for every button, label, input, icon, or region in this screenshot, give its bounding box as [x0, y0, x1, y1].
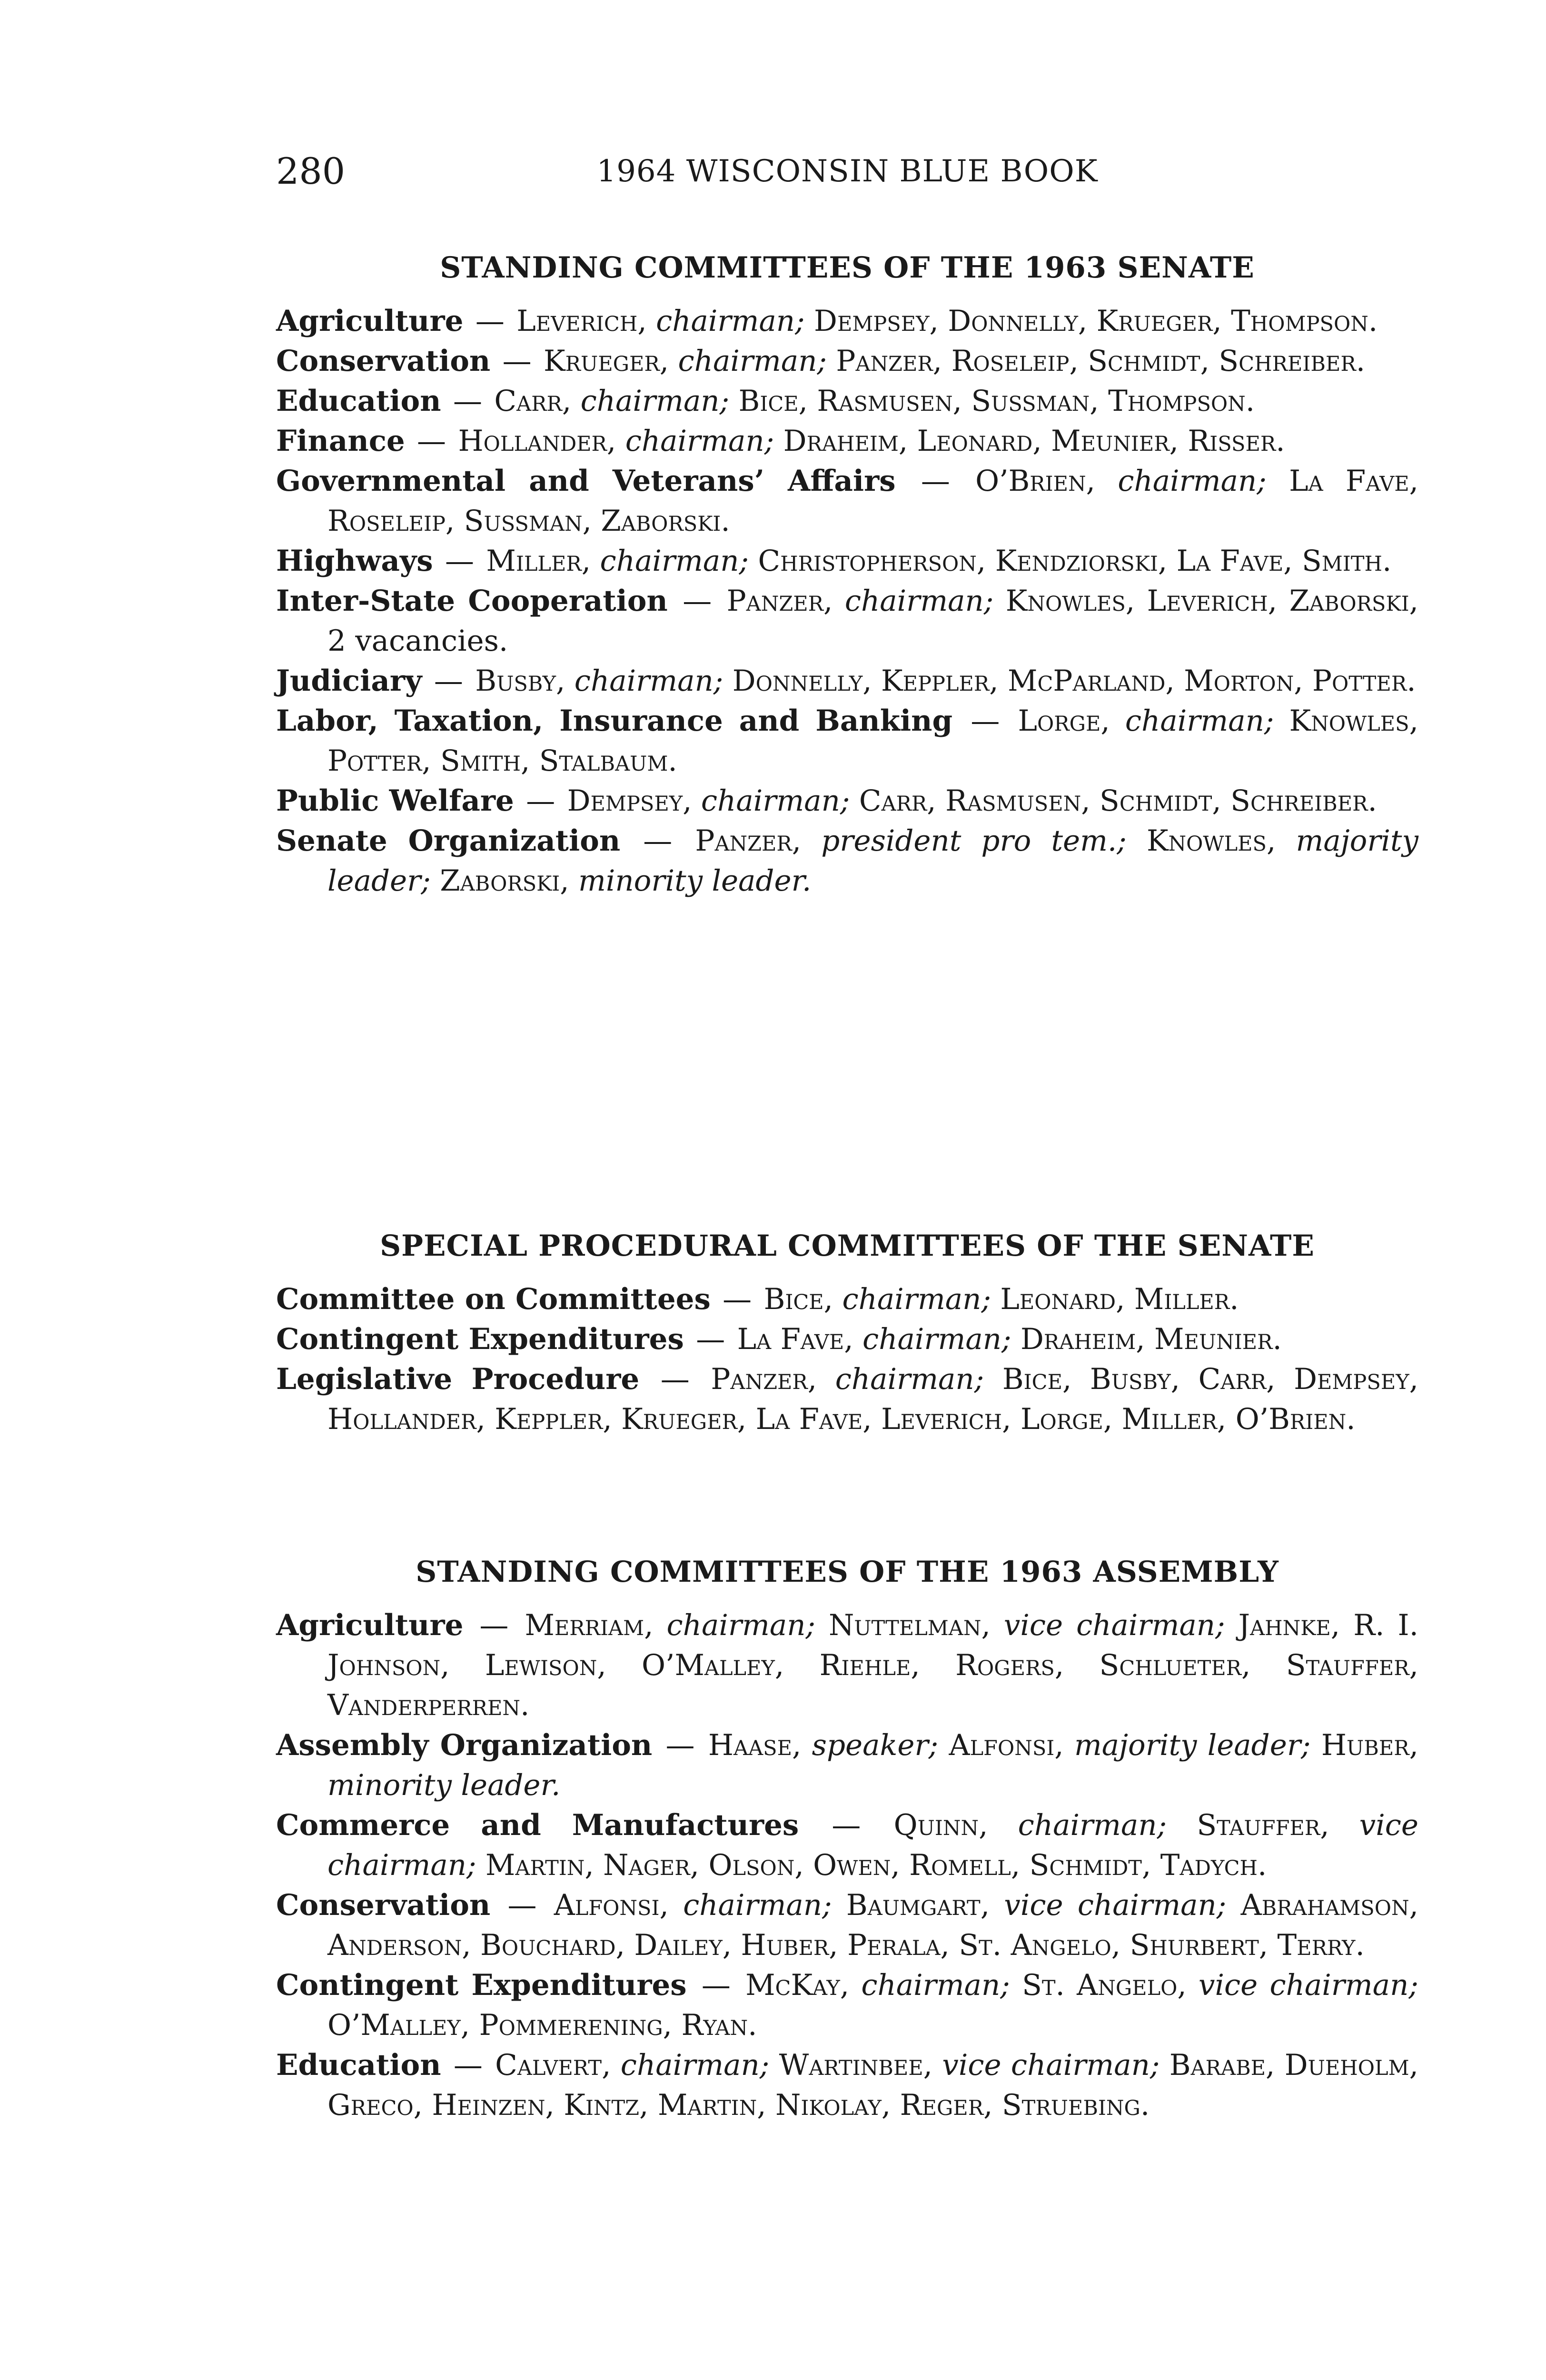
- member-names: Lorge,: [1018, 704, 1125, 738]
- member-names: Wartinbee,: [769, 2048, 942, 2082]
- committee-name: Labor, Taxation, Insurance and Banking: [276, 704, 953, 738]
- role-title: chairman;: [656, 304, 805, 338]
- committee-name: Judiciary: [276, 664, 422, 698]
- member-names: Huber,: [1310, 1728, 1419, 1762]
- member-names: McKay,: [745, 1968, 862, 2002]
- committee-entry: [276, 381, 1418, 421]
- role-title: vice chairman;: [1004, 1888, 1227, 1922]
- member-names: Haase,: [708, 1728, 812, 1762]
- member-names: St. Angelo,: [1010, 1968, 1199, 2002]
- role-title: chairman;: [1118, 464, 1267, 498]
- em-dash-separator: —: [686, 1322, 734, 1356]
- role-title: chairman;: [842, 1282, 991, 1316]
- em-dash-separator: —: [444, 2048, 493, 2082]
- member-names: Knowles, Potter, Smith, Stalbaum.: [327, 704, 1418, 778]
- committee-name: Agriculture: [276, 304, 464, 338]
- role-title: chairman;: [666, 1608, 816, 1642]
- role-title: chairman;: [844, 584, 994, 618]
- role-title: minority leader.: [578, 864, 812, 898]
- member-names: Stauffer,: [1167, 1808, 1359, 1842]
- em-dash-separator: —: [466, 304, 514, 338]
- member-names: O’Malley, Pommerening, Ryan.: [327, 2008, 757, 2042]
- committee-entry: [276, 1279, 1418, 1319]
- committee-entry: [276, 2045, 1418, 2125]
- committee-name: Committee on Committees: [276, 1282, 711, 1316]
- em-dash-separator: —: [425, 664, 473, 698]
- role-title: vice chairman;: [942, 2048, 1160, 2082]
- em-dash-separator: —: [436, 544, 484, 578]
- member-names: Carr,: [494, 384, 581, 418]
- section-heading: STANDING COMMITTEES OF THE 1963 SENATE: [440, 251, 1255, 285]
- role-title: chairman;: [861, 1968, 1010, 2002]
- role-title: chairman;: [678, 344, 827, 378]
- role-title: vice chairman;: [1199, 1968, 1418, 2002]
- member-names: Alfonsi,: [938, 1728, 1074, 1762]
- role-title: chairman;: [683, 1888, 832, 1922]
- em-dash-separator: —: [623, 824, 693, 858]
- member-names: Bice, Rasmusen, Sussman, Thompson.: [729, 384, 1255, 418]
- member-names: Busby,: [475, 664, 575, 698]
- committee-name: Agriculture: [276, 1608, 464, 1642]
- em-dash-separator: —: [802, 1808, 891, 1842]
- role-title: chairman;: [620, 2048, 770, 2082]
- committee-name: Finance: [276, 424, 405, 458]
- committee-entry: [276, 1965, 1418, 2045]
- committee-name: Conservation: [276, 1888, 491, 1922]
- em-dash-separator: —: [642, 1362, 708, 1396]
- member-names: Miller,: [486, 544, 600, 578]
- member-names: Alfonsi,: [554, 1888, 684, 1922]
- member-names: Knowles, Leverich, Zaborski,: [993, 584, 1418, 618]
- committee-list: [276, 1606, 1418, 2125]
- senate-procedural-committees-section: [276, 1223, 1418, 1439]
- role-title: majority leader;: [1074, 1728, 1311, 1762]
- senate-standing-committees-section: [276, 245, 1418, 901]
- committee-entry: [276, 581, 1418, 661]
- committee-entry: [276, 541, 1418, 581]
- em-dash-separator: —: [898, 464, 973, 498]
- member-names: La Fave, Roseleip, Sussman, Zaborski.: [327, 464, 1418, 538]
- member-names: Nuttelman,: [815, 1608, 1004, 1642]
- em-dash-separator: —: [493, 1888, 551, 1922]
- member-names: Draheim, Leonard, Meunier, Risser.: [774, 424, 1285, 458]
- member-names: Panzer, Roseleip, Schmidt, Schreiber.: [827, 344, 1366, 378]
- committee-list: [276, 1279, 1418, 1439]
- committee-name: Contingent Expenditures: [276, 1322, 684, 1356]
- role-title: speaker;: [812, 1728, 939, 1762]
- role-title: chairman;: [1018, 1808, 1167, 1842]
- member-names: Quinn,: [893, 1808, 1018, 1842]
- committee-entry: [276, 781, 1418, 821]
- member-names: Abrahamson, Anderson, Bouchard, Dailey, Huber, Perala, St. Angelo, Shurbert, Terry.: [327, 1888, 1418, 1962]
- member-names: Leonard, Miller.: [991, 1282, 1239, 1316]
- role-title: chairman;: [625, 424, 774, 458]
- committee-name: Assembly Organization: [276, 1728, 653, 1762]
- member-names: Leverich,: [516, 304, 656, 338]
- section-heading: STANDING COMMITTEES OF THE 1963 ASSEMBLY: [416, 1555, 1279, 1589]
- running-head: [276, 143, 1418, 200]
- member-names: Baumgart,: [832, 1888, 1004, 1922]
- committee-name: Commerce and Manufactures: [276, 1808, 799, 1842]
- committee-entry: [276, 1885, 1418, 1965]
- committee-name: Conservation: [276, 344, 491, 378]
- committee-name: Highways: [276, 544, 433, 578]
- member-names: Hollander,: [458, 424, 625, 458]
- role-title: chairman;: [1125, 704, 1274, 738]
- member-names: Carr, Rasmusen, Schmidt, Schreiber.: [850, 784, 1377, 818]
- role-title: chairman;: [600, 544, 749, 578]
- member-names: Bice,: [763, 1282, 842, 1316]
- running-title: 1964 WISCONSIN BLUE BOOK: [596, 154, 1098, 189]
- member-names: Dempsey, Donnelly, Krueger, Thompson.: [804, 304, 1378, 338]
- member-names: Barabe, Dueholm, Greco, Heinzen, Kintz, Martin, Nikolay, Reger, Struebing.: [327, 2048, 1419, 2122]
- committee-entry: [276, 661, 1418, 701]
- em-dash-separator: —: [713, 1282, 761, 1316]
- member-names: Merriam,: [525, 1608, 667, 1642]
- committee-entry: [276, 821, 1418, 901]
- committee-entry: [276, 301, 1418, 341]
- member-names: Jahnke, R. I. Johnson, Lewison, O’Malley, Riehle, Rogers, Schlueter, Stauffer, Vanderperren.: [327, 1608, 1418, 1722]
- committee-list: [276, 301, 1418, 901]
- committee-name: Governmental and Veterans’ Affairs: [276, 464, 896, 498]
- em-dash-separator: —: [689, 1968, 743, 2002]
- role-title: majority leader;: [327, 824, 1418, 898]
- committee-entry: [276, 1726, 1418, 1805]
- member-names: Panzer,: [726, 584, 845, 618]
- member-names: Martin, Nager, Olson, Owen, Romell, Schmidt, Tadych.: [476, 1848, 1267, 1882]
- em-dash-separator: —: [407, 424, 456, 458]
- committee-name: Contingent Expenditures: [276, 1968, 687, 2002]
- role-title: chairman;: [862, 1322, 1011, 1356]
- member-names: Calvert,: [495, 2048, 621, 2082]
- member-names: Christopherson, Kendziorski, La Fave, Smith.: [749, 544, 1392, 578]
- role-title: chairman;: [835, 1362, 984, 1396]
- em-dash-separator: —: [670, 584, 724, 618]
- member-names: Zaborski,: [430, 864, 579, 898]
- member-names: La Fave,: [737, 1322, 863, 1356]
- committee-entry: [276, 1319, 1418, 1359]
- assembly-standing-committees-section: [276, 1549, 1418, 2125]
- em-dash-separator: —: [466, 1608, 522, 1642]
- member-names: Draheim, Meunier.: [1011, 1322, 1282, 1356]
- member-names: Panzer,: [695, 824, 822, 858]
- page-number: 280: [276, 150, 346, 192]
- committee-name: Education: [276, 2048, 441, 2082]
- committee-name: Public Welfare: [276, 784, 514, 818]
- em-dash-separator: —: [493, 344, 541, 378]
- committee-name: Senate Organization: [276, 824, 621, 858]
- role-title: president pro tem.;: [821, 824, 1127, 858]
- em-dash-separator: —: [516, 784, 565, 818]
- role-title: vice chairman;: [1003, 1608, 1225, 1642]
- committee-entry: [276, 1606, 1418, 1726]
- committee-entry: [276, 701, 1418, 781]
- member-names: Dempsey,: [567, 784, 701, 818]
- committee-name: Legislative Procedure: [276, 1362, 640, 1396]
- committee-entry: [276, 1805, 1418, 1885]
- role-title: vice chairman;: [327, 1808, 1419, 1882]
- committee-entry: [276, 1359, 1418, 1439]
- member-names: Bice, Busby, Carr, Dempsey, Hollander, Keppler, Krueger, La Fave, Leverich, Lorge, Miller, O’Brien.: [327, 1362, 1418, 1436]
- role-title: chairman;: [574, 664, 723, 698]
- committee-name: Education: [276, 384, 441, 418]
- committee-entry: [276, 341, 1418, 381]
- em-dash-separator: —: [655, 1728, 705, 1762]
- member-names: Knowles,: [1126, 824, 1296, 858]
- committee-name: Inter-State Cooperation: [276, 584, 668, 618]
- committee-entry: [276, 421, 1418, 461]
- role-title: minority leader.: [327, 1768, 561, 1802]
- role-title: chairman;: [701, 784, 850, 818]
- role-title: chairman;: [580, 384, 730, 418]
- note-text: 2 vacancies.: [327, 624, 508, 658]
- section-heading: SPECIAL PROCEDURAL COMMITTEES OF THE SENATE: [380, 1229, 1315, 1263]
- member-names: Donnelly, Keppler, McParland, Morton, Potter.: [723, 664, 1416, 698]
- em-dash-separator: —: [955, 704, 1015, 738]
- member-names: Krueger,: [544, 344, 678, 378]
- member-names: O’Brien,: [975, 464, 1118, 498]
- em-dash-separator: —: [444, 384, 492, 418]
- committee-entry: [276, 461, 1418, 541]
- member-names: Panzer,: [711, 1362, 835, 1396]
